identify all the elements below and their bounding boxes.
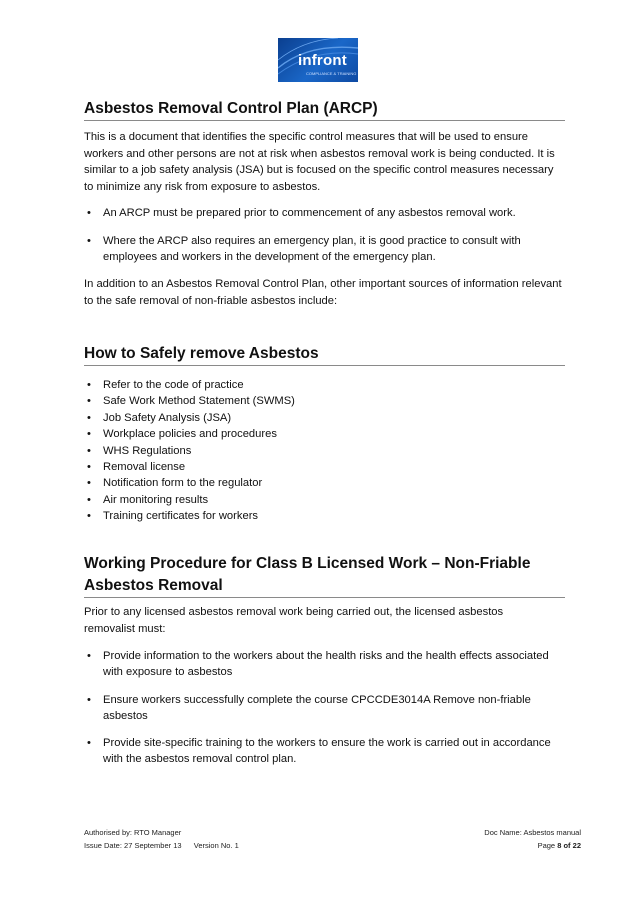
bullet-icon: •: [87, 395, 91, 408]
arcp-intro: This is a document that identifies the specific control measures that will be used to ensure workers and other persons are not at risk when asbestos removal work is being conducted. It is similar to a job safety analysis (JSA) but is focused on the specific control measures necessary to minimize any risk from exposure to asbestos.: [84, 131, 555, 193]
howto-list-item: [84, 426, 565, 442]
procedure-intro: Prior to any licensed asbestos removal work being carried out, the licensed asbestos removalist must:: [84, 606, 504, 635]
howto-list-item: [84, 393, 565, 409]
bullet-icon: •: [87, 477, 91, 490]
bullet-icon: •: [87, 207, 91, 219]
procedure-bullet-text: Provide site-specific training to the workers to ensure the work is carried out in accordance with the asbestos removal control plan.: [103, 737, 551, 766]
of-label: of: [563, 841, 571, 850]
footer-doc-name: Doc Name: Asbestos manual: [484, 828, 581, 837]
procedure-bullet: [84, 735, 565, 768]
infront-logo: [278, 38, 358, 82]
howto-item-text: WHS Regulations: [103, 444, 192, 457]
howto-list-item: [84, 475, 565, 491]
arcp-bullet: [84, 233, 565, 266]
procedure-bullet-text: Provide information to the workers about the health risks and the health effects associated with exposure to asbestos: [103, 650, 549, 679]
procedure-bullet-text: Ensure workers successfully complete the course CPCCDE3014A Remove non-friable asbestos: [103, 694, 531, 723]
bullet-icon: •: [87, 444, 91, 457]
footer-issue-date-text: Issue Date: 27 September 13: [84, 841, 182, 850]
bullet-icon: •: [87, 694, 91, 706]
footer-version: Version No. 1: [193, 841, 239, 850]
arcp-bullet-text: An ARCP must be prepared prior to commencement of any asbestos removal work.: [103, 207, 516, 219]
howto-heading: How to Safely remove Asbestos: [84, 345, 319, 362]
bullet-icon: •: [87, 650, 91, 662]
bullet-icon: •: [87, 510, 91, 523]
howto-list-item: [84, 492, 565, 508]
logo-tagline: COMPLIANCE & TRAINING: [306, 71, 357, 76]
footer-authorised: Authorised by: RTO Manager: [84, 828, 182, 837]
arcp-bullet-text: Where the ARCP also requires an emergency plan, it is good practice to consult with employees and workers in the development of the emergency plan.: [103, 235, 521, 264]
bullet-icon: •: [87, 737, 91, 749]
procedure-bullet: [84, 648, 565, 681]
howto-item-text: Job Safety Analysis (JSA): [103, 411, 232, 424]
howto-list: [84, 377, 565, 525]
procedure-heading-line1: Working Procedure for Class B Licensed Work – Non-Friable: [84, 555, 531, 572]
bullet-icon: •: [87, 493, 91, 506]
footer-page-number: [538, 840, 581, 851]
bullet-icon: •: [87, 428, 91, 441]
logo-wordmark: infront: [298, 52, 347, 69]
howto-list-item: [84, 508, 565, 524]
arcp-heading-block: [84, 98, 565, 121]
howto-item-text: Safe Work Method Statement (SWMS): [103, 395, 295, 408]
howto-list-item: [84, 443, 565, 459]
arcp-heading: Asbestos Removal Control Plan (ARCP): [84, 100, 378, 117]
howto-item-text: Workplace policies and procedures: [103, 428, 277, 441]
howto-item-text: Notification form to the regulator: [103, 477, 263, 490]
howto-item-text: Refer to the code of practice: [103, 379, 244, 391]
howto-item-text: Air monitoring results: [103, 493, 209, 506]
arcp-bullet: [84, 205, 565, 221]
bullet-icon: •: [87, 379, 91, 391]
page-label: Page: [537, 841, 556, 850]
howto-heading-block: [84, 343, 565, 366]
page-num: 8: [557, 841, 562, 850]
procedure-heading-line2: Asbestos Removal: [84, 577, 223, 594]
howto-list-item: [84, 459, 565, 475]
procedure-heading-block: [84, 553, 565, 598]
bullet-icon: •: [87, 461, 91, 474]
howto-item-text: Removal license: [103, 461, 186, 474]
procedure-bullet: [84, 692, 565, 725]
bullet-icon: •: [87, 235, 91, 247]
howto-list-item: [84, 377, 565, 393]
bullet-icon: •: [87, 411, 91, 424]
howto-item-text: Training certificates for workers: [103, 510, 259, 523]
howto-list-item: [84, 410, 565, 426]
arcp-outro: In addition to an Asbestos Removal Control Plan, other important sources of information relevant to the safe removal of non-friable asbestos include:: [84, 278, 562, 307]
footer-issue-date: [84, 840, 239, 851]
total-pages: 22: [572, 841, 581, 850]
